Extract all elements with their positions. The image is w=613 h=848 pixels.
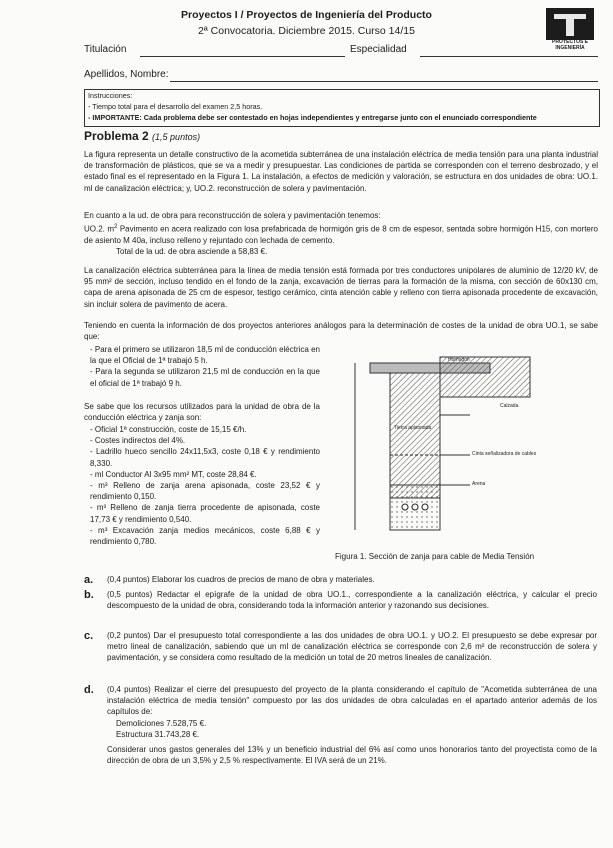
- paragraph-proyectos: Teniendo en cuenta la información de dos proyectos anteriores análogos para la determinación de costes de la unidad de obra UO.1, se sabe que:: [84, 321, 598, 342]
- cable-circle: [422, 504, 428, 510]
- list-item: Demoliciones 7.528,75 €.: [116, 719, 207, 728]
- figure-label: Hormigón: [448, 357, 470, 363]
- paragraph-intro: La figura representa un detalle constructivo de la acometida subterránea de una instalación eléctrica de media tensión para una planta industrial de transformación de plásticos, que se va a medir y presupuestar. Las condiciones de partida se corresponden con el terreno desbrozado, y el estado final es el representado en la Figura 1. La instalación, a efectos de medición y valoración, se estructura en dos unidades de obra: UO.1. ml de canalización eléctrica; y, UO.2. reconstrucción de solera y pavimentación.: [84, 150, 598, 193]
- paragraph-recursos: Se sabe que los recursos utilizados para la unidad de obra de la conducción eléctrica y zanja son:: [84, 402, 320, 423]
- uo2-total: Total de la ud. de obra asciende a 58,83 €.: [116, 247, 268, 256]
- closing-paragraph: Considerar unos gastos generales del 13% y un beneficio industrial del 6% así como unos honorarios tanto del proyectista como de la dirección de obra de un 3,5% y 2,5 % respectivamente. El IVA será de un 21%.: [107, 745, 597, 766]
- trench-section-drawing: [330, 355, 540, 545]
- list-item: - m³ Relleno de zanja tierra procedente de apisonada, coste 17,73 € y rendimiento 0,540.: [90, 503, 320, 524]
- paragraph-uo2: [84, 222, 598, 246]
- titulacion-label: Titulación: [84, 44, 127, 55]
- question-text: (0,4 puntos) Elaborar los cuadros de precios de mano de obra y materiales.: [107, 575, 375, 584]
- question-text: (0,2 puntos) Dar el presupuesto total correspondiente a las dos unidades de obra UO.1. y UO.2. El presupuesto se debe expresar por metro lineal de canalización, sabiendo que un ml de canalización eléctrica se corresponde con 2,6 m² de reconstrucción de solera y pavimentación, y se considera como resultado de la medición un total de 20 metros lineales de canalización.: [107, 631, 597, 663]
- project-list: [90, 344, 320, 389]
- figure-label: Cinta señalizadora de cables: [472, 451, 537, 457]
- list-item: - Costes indirectos del 4%.: [90, 436, 186, 446]
- figure-label: Calzada: [500, 403, 519, 409]
- uo2-desc: Pavimento en acera realizado con losa prefabricada de hormigón gris de 8 cm de espesor, sentada sobre hormigón H15, con mortero de asiento M 40a, incluso relleno y rejuntado con lechada de cemento.: [84, 224, 598, 245]
- question-letter: b.: [84, 589, 94, 601]
- list-item: - Para el primero se utilizaron 18,5 ml de conducción eléctrica en la que el Oficial de 1ª trabajó 5 h.: [90, 345, 320, 366]
- titulacion-field[interactable]: [140, 56, 345, 57]
- logo-icon: [546, 8, 594, 40]
- list-item: - Para la segunda se utilizaron 21,5 ml de conducción en la que el oficial de 1ª trabajó 9 h.: [90, 367, 320, 388]
- university-logo: [546, 8, 594, 40]
- list-item: - Oficial 1ª construcción, coste de 15,15 €/h.: [90, 425, 247, 434]
- paragraph-uo2-intro: En cuanto a la ud. de obra para reconstrucción de solera y pavimentación tenemos:: [84, 211, 381, 220]
- exam-title: Proyectos I / Proyectos de Ingeniería del Producto: [181, 9, 432, 21]
- exam-subtitle: 2ª Convocatoria. Diciembre 2015. Curso 14/15: [198, 25, 415, 37]
- instructions-line: - IMPORTANTE: Cada problema debe ser contestado en hojas independientes y entregarse junto con el enunciado correspondiente: [88, 112, 537, 122]
- chapter-list: [116, 718, 416, 740]
- problem-heading: [84, 129, 200, 143]
- uo2-code: UO.2. m: [84, 224, 115, 234]
- logo-text: PROYECTOS E INGENIERÍA: [551, 39, 589, 51]
- instructions-box: [84, 89, 600, 127]
- road-layer: [440, 357, 530, 397]
- cable-circle: [412, 504, 418, 510]
- problem-title: Problema 2: [84, 129, 149, 143]
- list-item: - ml Conductor Al 3x95 mm² MT, coste 28,84 €.: [90, 469, 257, 479]
- question-letter: c.: [84, 630, 94, 642]
- paragraph-canalizacion: La canalización eléctrica subterránea para la línea de media tensión está formada por tres conductores unipolares de aluminio de 12/20 kV, de 95 mm² de sección, incluso tendido en el fondo de la zanja, excavación de tierras para la formación de la misma, con sección de 60x130 cm, capa de arena apisonada de 25 cm de espesor, testigo cerámico, cinta atención cable y relleno con tierra apisonada procedente de excavación, sin incluir solera de pavimento de acera.: [84, 266, 598, 309]
- especialidad-field[interactable]: [420, 56, 598, 57]
- instructions-title: Instrucciones:: [88, 91, 133, 100]
- figure-label: Arena: [472, 481, 486, 487]
- question-text: (0,4 puntos) Realizar el cierre del presupuesto del proyecto de la planta considerando el capítulo de "Acometida subterránea de una instalación eléctrica de media tensión" compuesto por las dos unidades de obra calculadas en el apartado anterior además de los capítulos de:: [107, 685, 597, 717]
- list-item: Estructura 31.743,28 €.: [116, 730, 200, 740]
- question-text: (0,5 puntos) Redactar el epígrafe de la unidad de obra UO.1., correspondiente a la canalización eléctrica, y calcular el precio descompuesto de la unidad de obra, considerando toda la información anterior y razonando sus decisiones.: [107, 590, 597, 611]
- especialidad-label: Especialidad: [350, 44, 407, 55]
- question-letter: a.: [84, 574, 94, 586]
- uo2-sup: 2: [114, 224, 118, 230]
- cable-circle: [402, 504, 408, 510]
- list-item: - m³ Relleno de zanja arena apisonada, coste 23,52 € y rendimiento 0,150.: [90, 481, 320, 502]
- apellidos-label: Apellidos, Nombre:: [84, 69, 169, 80]
- list-item: - m³ Excavación zanja medios mecánicos, coste 6,88 € y rendimiento 0,780.: [90, 525, 320, 547]
- trench-figure: [330, 355, 540, 545]
- list-item: - Ladrillo hueco sencillo 24x11,5x3, coste 0,18 € y rendimiento 8,330.: [90, 447, 320, 468]
- question-letter: d.: [84, 684, 94, 696]
- backfill-layer: [390, 373, 440, 498]
- instructions-line: - Tiempo total para el desarrollo del examen 2,5 horas.: [88, 102, 263, 112]
- figure-caption: Figura 1. Sección de zanja para cable de Media Tensión: [335, 552, 535, 561]
- problem-points: (1,5 puntos): [152, 132, 201, 142]
- resource-list: [90, 424, 320, 547]
- figure-label: Tierra apisonada: [394, 425, 432, 431]
- apellidos-field[interactable]: [170, 81, 598, 82]
